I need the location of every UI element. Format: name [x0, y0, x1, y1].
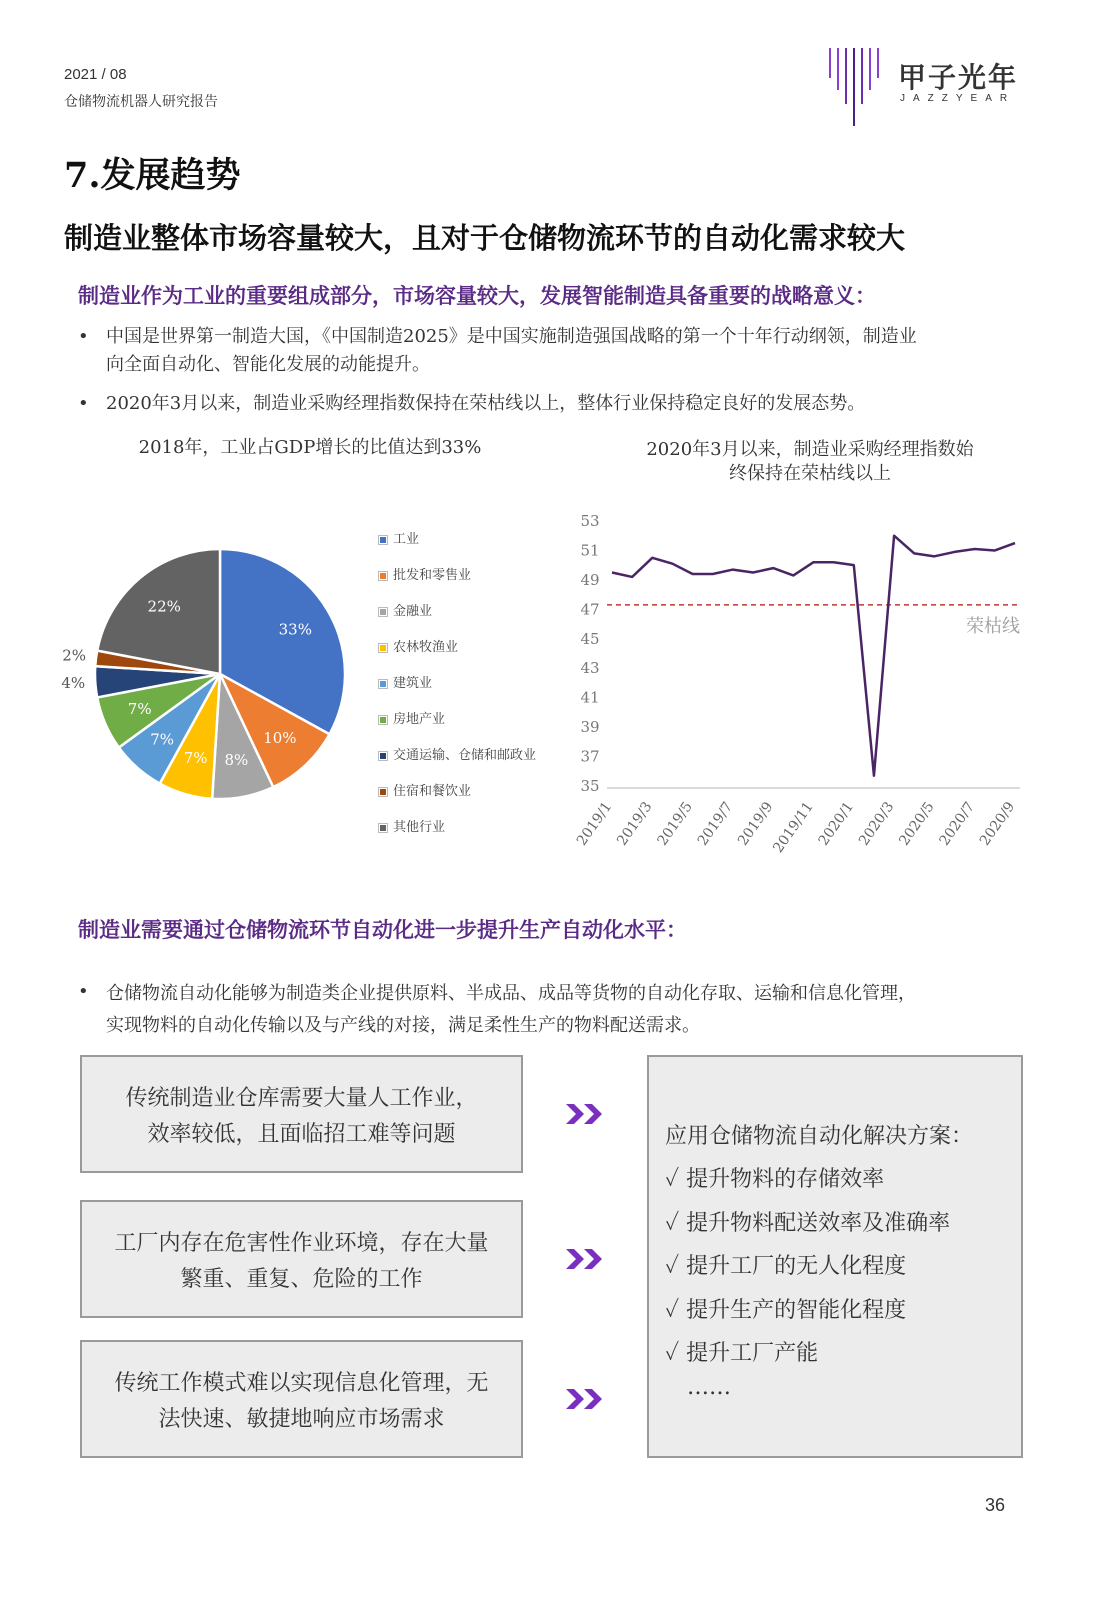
legend-item — [378, 600, 432, 619]
x-tick-label: 2019/1 — [573, 799, 616, 849]
x-tick-label: 2020/1 — [815, 799, 858, 849]
legend-swatch — [378, 607, 388, 617]
reference-line-label: 荣枯线 — [966, 615, 1020, 637]
y-tick-label: 37 — [580, 747, 600, 766]
pie-data-label: 7% — [127, 699, 152, 718]
x-tick-label: 2019/3 — [614, 799, 656, 849]
double-chevron-icon — [564, 1102, 608, 1126]
legend-label: 农林牧渔业 — [393, 640, 459, 655]
solution-item: ✓ 提升物料配送效率及准确率 — [665, 1211, 951, 1236]
x-tick-label: 2020/9 — [976, 799, 1019, 849]
legend-swatch — [378, 535, 388, 545]
bullet-text: 2020年3月以来，制造业采购经理指数保持在荣枯线以上，整体行业保持稳定良好的发展态势。 — [106, 393, 866, 414]
solution-box — [647, 1055, 1023, 1458]
y-tick-label: 45 — [580, 629, 600, 648]
bullet-text: 中国是世界第一制造大国，《中国制造2025》是中国实施制造强国战略的第一个十年行动纲领，制造业 向全面自动化、智能化发展的动能提升。 — [106, 326, 917, 375]
problem-text: 传统工作模式难以实现信息化管理，无 法快速、敏捷地响应市场需求 — [114, 1371, 489, 1432]
bullet-text: 仓储物流自动化能够为制造类企业提供原料、半成品、成品等货物的自动化存取、运输和信息化管理， 实现物料的自动化传输以及与产线的对接，满足柔性生产的物料配送需求。 — [106, 983, 916, 1036]
bullet-item — [78, 323, 1038, 383]
double-chevron-icon — [564, 1247, 608, 1271]
y-tick-label: 43 — [580, 659, 600, 678]
problem-box — [80, 1340, 523, 1458]
solution-ellipsis: …… — [687, 1375, 731, 1400]
y-tick-label: 47 — [580, 600, 600, 619]
legend-label: 其他行业 — [393, 820, 446, 835]
solution-item: ✓ 提升工厂产能 — [665, 1341, 819, 1366]
subheading-market: 制造业作为工业的重要组成部分，市场容量较大，发展智能制造具备重要的战略意义： — [78, 283, 876, 308]
report-title: 仓储物流机器人研究报告 — [64, 94, 218, 110]
legend-label: 批发和零售业 — [393, 568, 472, 583]
problem-box — [80, 1055, 523, 1173]
pie-chart-title: 2018年，工业占GDP增长的比值达到33% — [138, 437, 482, 458]
bullet-dot: • — [78, 326, 89, 347]
bullet-dot: • — [78, 981, 89, 1002]
problem-box — [80, 1200, 523, 1318]
x-tick-label: 2019/9 — [735, 799, 777, 849]
legend-swatch — [378, 823, 388, 833]
bullet-item — [78, 978, 1038, 1038]
solution-item: ✓ 提升工厂的无人化程度 — [665, 1254, 907, 1279]
line-chart — [560, 500, 1040, 880]
x-tick-label: 2019/7 — [694, 799, 737, 849]
legend-label: 金融业 — [393, 604, 433, 619]
section-title: 7.发展趋势 — [64, 155, 241, 196]
y-tick-label: 49 — [580, 570, 600, 589]
pie-data-label: 7% — [183, 749, 208, 768]
legend-label: 建筑业 — [393, 676, 433, 691]
y-tick-label: 51 — [580, 541, 600, 560]
bullet-dot: • — [78, 393, 89, 414]
legend-swatch — [378, 751, 388, 761]
pie-data-label: 7% — [150, 730, 175, 749]
line-chart-title: 2020年3月以来，制造业采购经理指数始 终保持在荣枯线以上 — [646, 439, 974, 484]
y-tick-label: 35 — [580, 777, 600, 795]
page-number: 36 — [984, 1495, 1005, 1515]
double-chevron-icon — [564, 1387, 608, 1411]
pie-data-label: 2% — [62, 646, 87, 665]
legend-label: 房地产业 — [393, 712, 446, 727]
problem-text: 工厂内存在危害性作业环境，存在大量 繁重、重复、危险的工作 — [114, 1231, 489, 1292]
pie-data-label: 33% — [278, 620, 312, 639]
legend-item — [378, 744, 536, 763]
solution-item: ✓ 提升生产的智能化程度 — [665, 1298, 907, 1323]
legend-item — [378, 672, 432, 691]
logo-text-cn: 甲子光年 — [898, 61, 1019, 94]
legend-item — [378, 780, 471, 799]
pie-legend — [378, 528, 568, 838]
legend-item — [378, 708, 445, 727]
legend-label: 交通运输、仓储和邮政业 — [393, 748, 537, 763]
pie-data-label: 4% — [61, 674, 86, 693]
main-heading: 制造业整体市场容量较大，且对于仓储物流环节的自动化需求较大 — [64, 221, 906, 255]
bullet-item — [78, 390, 1038, 420]
solution-item: ✓ 提升物料的存储效率 — [665, 1167, 885, 1192]
x-tick-label: 2019/11 — [770, 799, 817, 856]
pie-data-label: 10% — [263, 728, 297, 747]
pie-data-label: 22% — [147, 597, 181, 616]
pie-chart — [40, 500, 380, 820]
x-tick-label: 2020/7 — [936, 799, 978, 849]
y-tick-label: 39 — [580, 718, 600, 737]
legend-item — [378, 564, 471, 583]
legend-label: 住宿和餐饮业 — [393, 784, 472, 799]
legend-label: 工业 — [393, 532, 420, 547]
y-tick-label: 41 — [580, 688, 600, 707]
subheading-automation: 制造业需要通过仓储物流环节自动化进一步提升生产自动化水平： — [78, 917, 687, 942]
logo-mark-icon — [826, 42, 886, 128]
report-date: 2021 / 08 — [64, 66, 127, 83]
legend-swatch — [378, 643, 388, 653]
legend-swatch — [378, 571, 388, 581]
problem-text: 传统制造业仓库需要大量人工作业， 效率较低，且面临招工难等问题 — [125, 1086, 478, 1147]
pmi-series-line — [612, 536, 1015, 776]
solution-title: 应用仓储物流自动化解决方案： — [665, 1124, 974, 1149]
x-tick-label: 2019/5 — [654, 799, 696, 849]
legend-item — [378, 636, 458, 655]
legend-swatch — [378, 679, 388, 689]
y-tick-label: 53 — [580, 512, 600, 530]
legend-item — [378, 816, 445, 835]
legend-swatch — [378, 715, 388, 725]
legend-swatch — [378, 787, 388, 797]
legend-item — [378, 528, 419, 547]
x-tick-label: 2020/3 — [856, 799, 898, 849]
logo-text-en: JAZZYEAR — [900, 93, 1016, 104]
pie-data-label: 8% — [224, 750, 249, 769]
x-tick-label: 2020/5 — [896, 799, 938, 849]
